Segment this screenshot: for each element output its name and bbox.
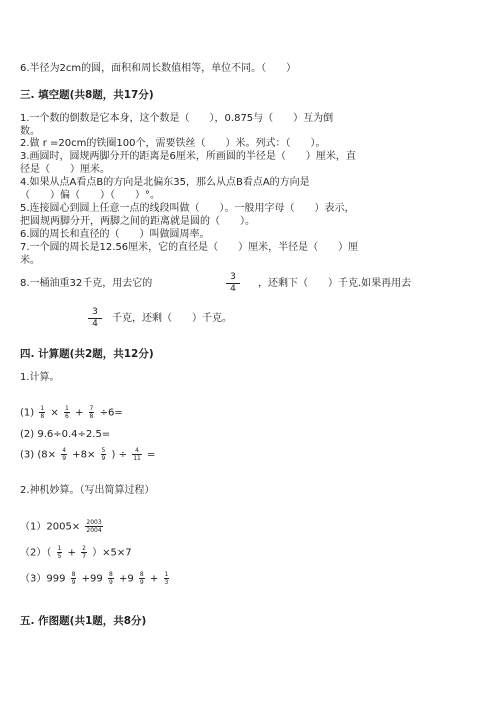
expr-tail: ）×5×7 xyxy=(92,547,132,559)
expr-label: (1) xyxy=(20,407,35,419)
fraction: $\frac{8}{9}$ xyxy=(71,571,76,586)
fill-q7-line2: 米。 xyxy=(20,255,40,266)
fraction: $\frac{8}{9}$ xyxy=(139,571,144,586)
simplify-expr-3 xyxy=(20,571,171,587)
calc-expr-3 xyxy=(20,447,155,463)
fill-q7-line1: 7.一个圆的周长是12.56厘米，它的直径是（ ）厘米，半径是（ ）厘 xyxy=(20,242,359,253)
simplify-expr-1 xyxy=(20,519,105,535)
expr-label: (3) (8× xyxy=(20,449,56,461)
fraction-denominator: 4 xyxy=(230,284,236,294)
fill-q4-line1: 4.如果从点A看点B的方向是北偏东35，那么从点B看点A的方向是 xyxy=(20,177,310,188)
fraction: $\frac{5}{9}$ xyxy=(101,447,106,462)
expr-tail: ÷6= xyxy=(99,407,123,419)
section-4-title: 四. 计算题(共2题，共12分) xyxy=(20,348,154,360)
fill-q3-line2: 径是（ ）厘米。 xyxy=(20,164,110,175)
fill-q5-line1: 5.连接圆心到圆上任意一点的线段叫做（ ）。一般用字母（ ）表示， xyxy=(20,203,355,214)
operator: × xyxy=(50,407,59,419)
fraction-numerator: 3 xyxy=(88,307,102,319)
fill-q6: 6.圆的周长和直径的（ ）叫做圆周率。 xyxy=(20,229,210,240)
fraction-numerator: 3 xyxy=(226,272,240,284)
calc-expr-2: (2) 9.6÷0.4÷2.5= xyxy=(20,429,111,440)
section-5-title: 五. 作图题(共1题，共8分) xyxy=(20,615,147,627)
fraction: $\frac{2003}{2004}$ xyxy=(86,519,102,534)
expr-label: （3）999 xyxy=(20,573,66,585)
fill-q1-line1: 1.一个数的倒数是它本身，这个数是（ ），0.875与（ ）互为倒 xyxy=(20,113,334,124)
operator: +99 xyxy=(81,573,103,585)
judge-question-6: 6.半径为2cm的圆，面积和周长数值相等，单位不同。（ ） xyxy=(20,63,297,74)
expr-label: （1）2005× xyxy=(20,521,81,533)
operator: +9 xyxy=(118,573,134,585)
fraction: $\frac{8}{9}$ xyxy=(108,571,113,586)
operator: + xyxy=(74,407,84,419)
expr-label: （2）（ xyxy=(20,547,52,559)
calc-part2-title: 2.神机妙算。（写出简算过程） xyxy=(20,485,155,496)
fraction: $\frac{1}{8}$ xyxy=(40,405,45,420)
fill-q2: 2.做 r =20cm的铁圈100个，需要铁丝（ ）米。列式：（ ）。 xyxy=(20,138,326,149)
fraction-denominator: 4 xyxy=(92,319,98,329)
fill-q5-line2: 把圆规两脚分开，两脚之间的距离就是圆的（ ）。 xyxy=(20,216,255,227)
fraction: $\frac{2}{7}$ xyxy=(82,545,86,560)
calc-part1-title: 1.计算。 xyxy=(20,372,60,383)
operator: + xyxy=(67,547,76,559)
fraction-three-quarters-2 xyxy=(88,307,102,330)
fraction-three-quarters xyxy=(226,272,240,295)
expr-tail: = xyxy=(147,449,156,461)
section-3-title: 三. 填空题(共8题，共17分) xyxy=(20,89,154,101)
fill-q8-line2: 千克，还剩（ ）千克。 xyxy=(112,313,232,324)
fraction: $\frac{4}{9}$ xyxy=(62,447,67,462)
fill-q8-pre: 8.一桶油重32千克，用去它的 xyxy=(20,278,153,289)
operator: +8× xyxy=(72,449,96,461)
fraction: $\frac{4}{11}$ xyxy=(133,447,141,462)
fill-q3-line1: 3.画圆时，圆规两脚分开的距离是6厘米，所画圆的半径是（ ）厘米，直 xyxy=(20,151,356,162)
fraction: $\frac{7}{8}$ xyxy=(89,405,94,420)
fill-q8-post: ，还剩下（ ）千克.如果再用去 xyxy=(258,278,412,289)
fill-q1-line2: 数。 xyxy=(20,126,40,137)
operator: ) ÷ xyxy=(111,449,127,461)
fraction: $\frac{1}{5}$ xyxy=(57,545,62,560)
fraction: $\frac{1}{6}$ xyxy=(64,405,69,420)
fraction: $\frac{1}{3}$ xyxy=(164,571,169,586)
fill-q4-line2: （ ）偏（ ）（ ）°。 xyxy=(20,190,160,201)
calc-expr-1 xyxy=(20,405,123,421)
operator: + xyxy=(149,573,159,585)
simplify-expr-2 xyxy=(20,545,132,561)
